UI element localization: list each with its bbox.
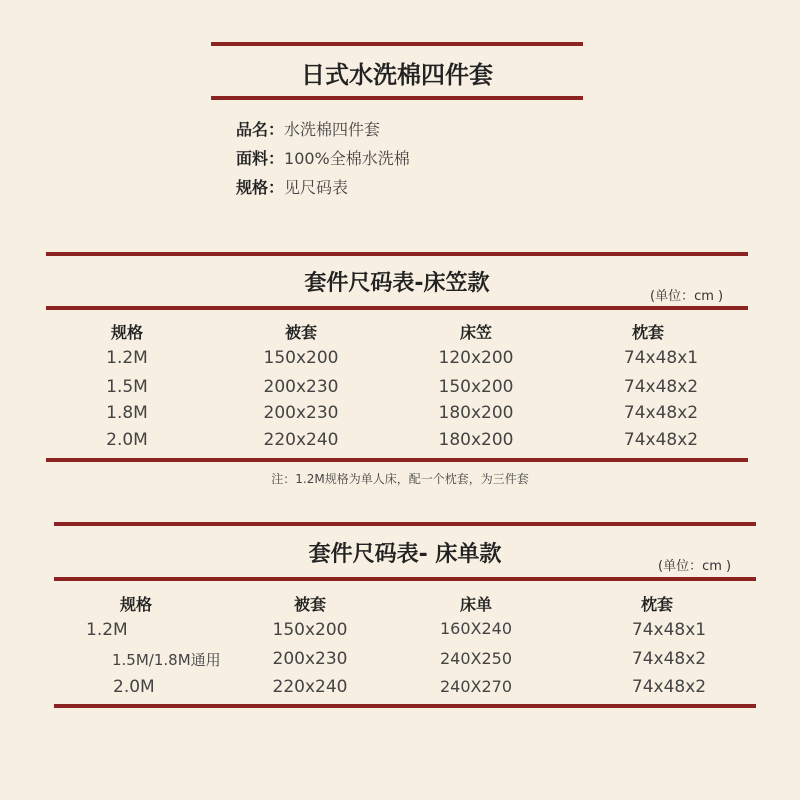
table2-cell: 74x48x1 — [631, 620, 707, 640]
table1-header-pillowcase: 枕套 — [631, 323, 664, 342]
table1-cell: 150x200 — [438, 377, 514, 397]
table1-cell: 1.5M — [106, 377, 148, 397]
table1-title: 套件尺码表-床笠款 — [304, 271, 490, 296]
table2-cell: 74x48x2 — [631, 677, 707, 697]
table1-cell: 200x230 — [263, 377, 339, 397]
table1-cell: 120x200 — [438, 348, 514, 368]
table1-cell: 74x48x2 — [623, 377, 699, 397]
table1-cell: 150x200 — [263, 348, 339, 368]
table2-header-duvet: 被套 — [293, 595, 326, 614]
table2-cell: 150x200 — [272, 620, 348, 640]
table2-cell: 220x240 — [272, 677, 348, 697]
info-key: 规格： — [236, 178, 285, 197]
info-key: 品名： — [236, 120, 285, 139]
table2-cell: 1.2M — [86, 620, 128, 640]
table1-rule-header — [46, 306, 748, 310]
table2-header-flat-sheet: 床单 — [459, 595, 492, 614]
table1-rule-top — [46, 252, 748, 256]
table2-cell: 1.5M/1.8M通用 — [112, 651, 221, 669]
info-line-fabric — [236, 146, 410, 169]
table1-header-duvet: 被套 — [284, 323, 317, 342]
table2-rule-top — [54, 522, 756, 526]
page-title: 日式水洗棉四件套 — [301, 61, 493, 89]
table2-cell: 240X250 — [439, 649, 513, 668]
table1-header-spec: 规格 — [110, 323, 143, 342]
table1-cell: 74x48x1 — [623, 348, 699, 368]
table2-unit: (单位：cm ) — [658, 559, 732, 574]
table1-cell: 180x200 — [438, 403, 514, 423]
table1-cell: 180x200 — [438, 430, 514, 450]
title-rule-bottom — [211, 96, 583, 100]
table1-cell: 200x230 — [263, 403, 339, 423]
info-line-name — [236, 117, 380, 140]
table1-note: 注：1.2M规格为单人床，配一个枕套，为三件套 — [271, 472, 529, 486]
table2-cell: 240X270 — [439, 677, 513, 696]
table1-rule-bottom — [46, 458, 748, 462]
table1-cell: 220x240 — [263, 430, 339, 450]
title-rule-top — [211, 42, 583, 46]
table2-header-spec: 规格 — [119, 595, 152, 614]
table1-cell: 74x48x2 — [623, 403, 699, 423]
table1-header-fitted-sheet: 床笠 — [459, 323, 492, 342]
table2-cell: 160X240 — [439, 619, 513, 638]
table1-cell: 74x48x2 — [623, 430, 699, 450]
table2-rule-bottom — [54, 704, 756, 708]
table1-cell: 1.2M — [106, 348, 148, 368]
table2-header-pillowcase: 枕套 — [640, 595, 673, 614]
table2-title: 套件尺码表- 床单款 — [308, 542, 502, 567]
info-line-spec — [236, 175, 348, 198]
table1-cell: 1.8M — [106, 403, 148, 423]
table2-cell: 74x48x2 — [631, 649, 707, 669]
table1-cell: 2.0M — [106, 430, 148, 450]
info-value: 水洗棉四件套 — [284, 120, 381, 139]
info-value: 100%全棉水洗棉 — [284, 149, 410, 168]
table1-unit: (单位：cm ) — [650, 289, 724, 304]
info-key: 面料： — [236, 149, 285, 168]
info-value: 见尺码表 — [284, 178, 349, 197]
table2-cell: 200x230 — [272, 649, 348, 669]
table2-cell: 2.0M — [113, 677, 155, 697]
table2-rule-header — [54, 577, 756, 581]
